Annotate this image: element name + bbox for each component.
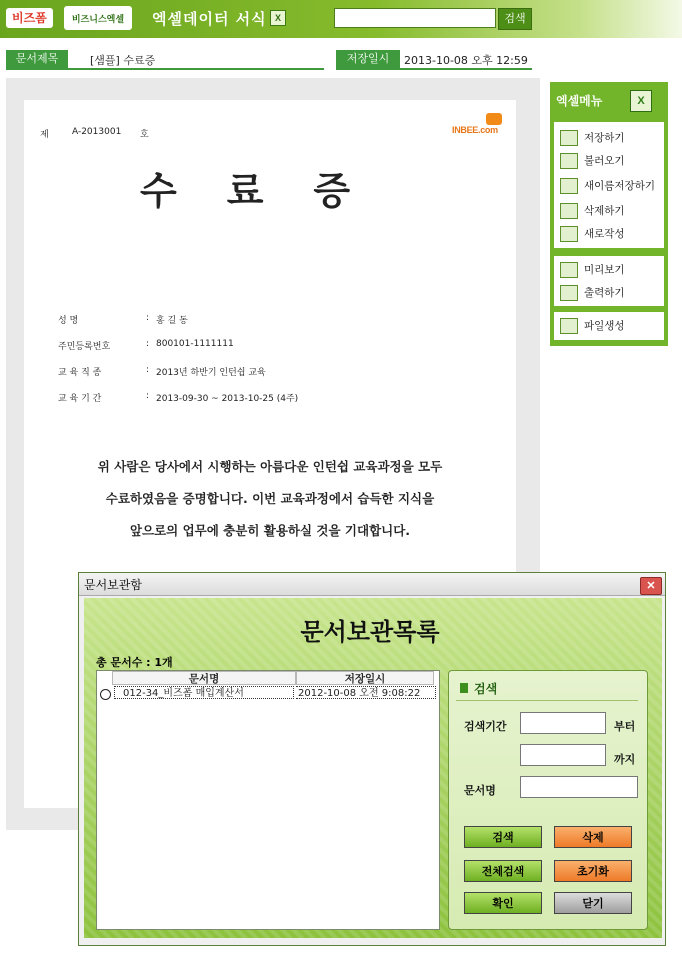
cert-number-suffix: 호 [140,130,149,140]
dialog-titlebar[interactable] [79,573,665,596]
row-saved-date[interactable]: 2012-10-08 오전 9:08:22 [296,686,436,699]
doc-name-label: 문서명 [464,784,496,797]
preview-icon [560,262,578,278]
body-text-line: 위 사람은 당사에서 시행하는 아름다운 인턴쉽 교육과정을 모두 [97,459,443,474]
close-icon[interactable]: ✕ [640,577,662,595]
bizforms-logo[interactable]: 비즈폼 [6,8,53,28]
search-button[interactable]: 검색 [464,826,542,848]
inbee-logo-icon [486,113,502,125]
field-label: 교 육 직 종 [58,368,102,378]
end-date-input[interactable] [520,744,606,766]
field-value: 2013년 하반기 인턴쉽 교육 [156,368,266,378]
menu-item-new[interactable] [560,224,664,244]
total-doc-count: 총 문서수 : 1개 [96,656,173,669]
app-title: 엑셀데이터 서식 [152,10,267,28]
dialog-title: 문서보관함 [84,578,142,592]
menu-item-preview[interactable] [560,260,664,280]
save-as-icon [560,178,578,194]
field-value: 2013-09-30 ~ 2013-10-25 (4주) [156,394,299,404]
menu-item-print[interactable] [560,283,664,303]
certificate-title: 수료증 [140,168,401,213]
cert-number-prefix: 제 [40,130,49,140]
menu-item-label: 미리보기 [584,264,625,276]
from-label: 부터 [614,720,636,733]
dialog-heading: 문서보관목록 [300,618,440,646]
saved-date-label: 저장일시 [336,50,400,68]
menu-item-label: 파일생성 [584,320,625,332]
divider [456,700,638,701]
menu-item-label: 새로작성 [584,228,625,240]
body-text-line: 앞으로의 업무에 충분히 활용하실 것을 기대합니다. [129,523,411,538]
divider [336,68,532,70]
start-date-input[interactable] [520,712,606,734]
row-radio[interactable] [100,689,111,700]
print-icon [560,285,578,301]
field-value: 800101-1111111 [156,339,234,349]
cert-number: A-2013001 [72,127,122,137]
document-list[interactable] [96,670,440,930]
new-doc-icon [560,226,578,242]
menu-item-delete[interactable] [560,201,664,221]
search-panel-title: 검색 [474,682,498,696]
field-label: 교 육 기 간 [58,394,102,404]
menu-item-open[interactable] [560,151,664,171]
doc-title-value: [샘플] 수료증 [90,54,156,67]
excel-menu-title: 엑셀메뉴 [556,94,603,108]
column-header-name[interactable]: 문서명 [112,671,296,685]
excel-icon: X [630,90,652,112]
field-value: 홍 길 동 [156,316,188,326]
delete-button[interactable]: 삭제 [554,826,632,848]
open-icon [560,153,578,169]
body-text-line: 수료하였음을 증명합니다. 이번 교육과정에서 습득한 지식을 [105,491,435,506]
menu-item-label: 출력하기 [584,287,625,299]
menu-item-label: 삭제하기 [584,205,625,217]
menu-item-save[interactable] [560,128,664,148]
menu-item-label: 불러오기 [584,155,625,167]
search-period-label: 검색기간 [464,720,507,733]
menu-item-label: 새이름저장하기 [584,180,656,192]
field-colon: : [146,339,150,349]
menu-item-label: 저장하기 [584,132,625,144]
divider [6,68,324,70]
menu-item-save-as[interactable] [560,176,664,196]
field-colon: : [146,313,150,323]
close-button[interactable]: 닫기 [554,892,632,914]
bullet-icon [460,683,468,693]
field-label: 주민등록번호 [58,342,111,352]
search-all-button[interactable]: 전체검색 [464,860,542,882]
field-label: 성 명 [58,316,79,326]
inbee-logo: INBEE.com [452,125,498,135]
to-label: 까지 [614,753,636,766]
trash-icon [560,203,578,219]
row-doc-name[interactable]: 012-34_비즈폼 매입계산서 [114,686,294,699]
reset-button[interactable]: 초기화 [554,860,632,882]
saved-date-value: 2013-10-08 오후 12:59 [404,54,528,67]
bizexcel-logo[interactable]: 비즈니스엑셀 [64,6,132,30]
field-colon: : [146,391,150,401]
field-colon: : [146,365,150,375]
doc-title-label: 문서제목 [6,50,68,68]
excel-icon: X [270,10,286,26]
search-panel [448,670,648,930]
save-icon [560,130,578,146]
column-header-saved[interactable]: 저장일시 [296,671,434,685]
ok-button[interactable]: 확인 [464,892,542,914]
menu-item-create-file[interactable] [560,316,664,336]
doc-name-input[interactable] [520,776,638,798]
search-button[interactable]: 검색 [498,8,532,30]
search-input[interactable] [334,8,496,28]
file-create-icon [560,318,578,334]
